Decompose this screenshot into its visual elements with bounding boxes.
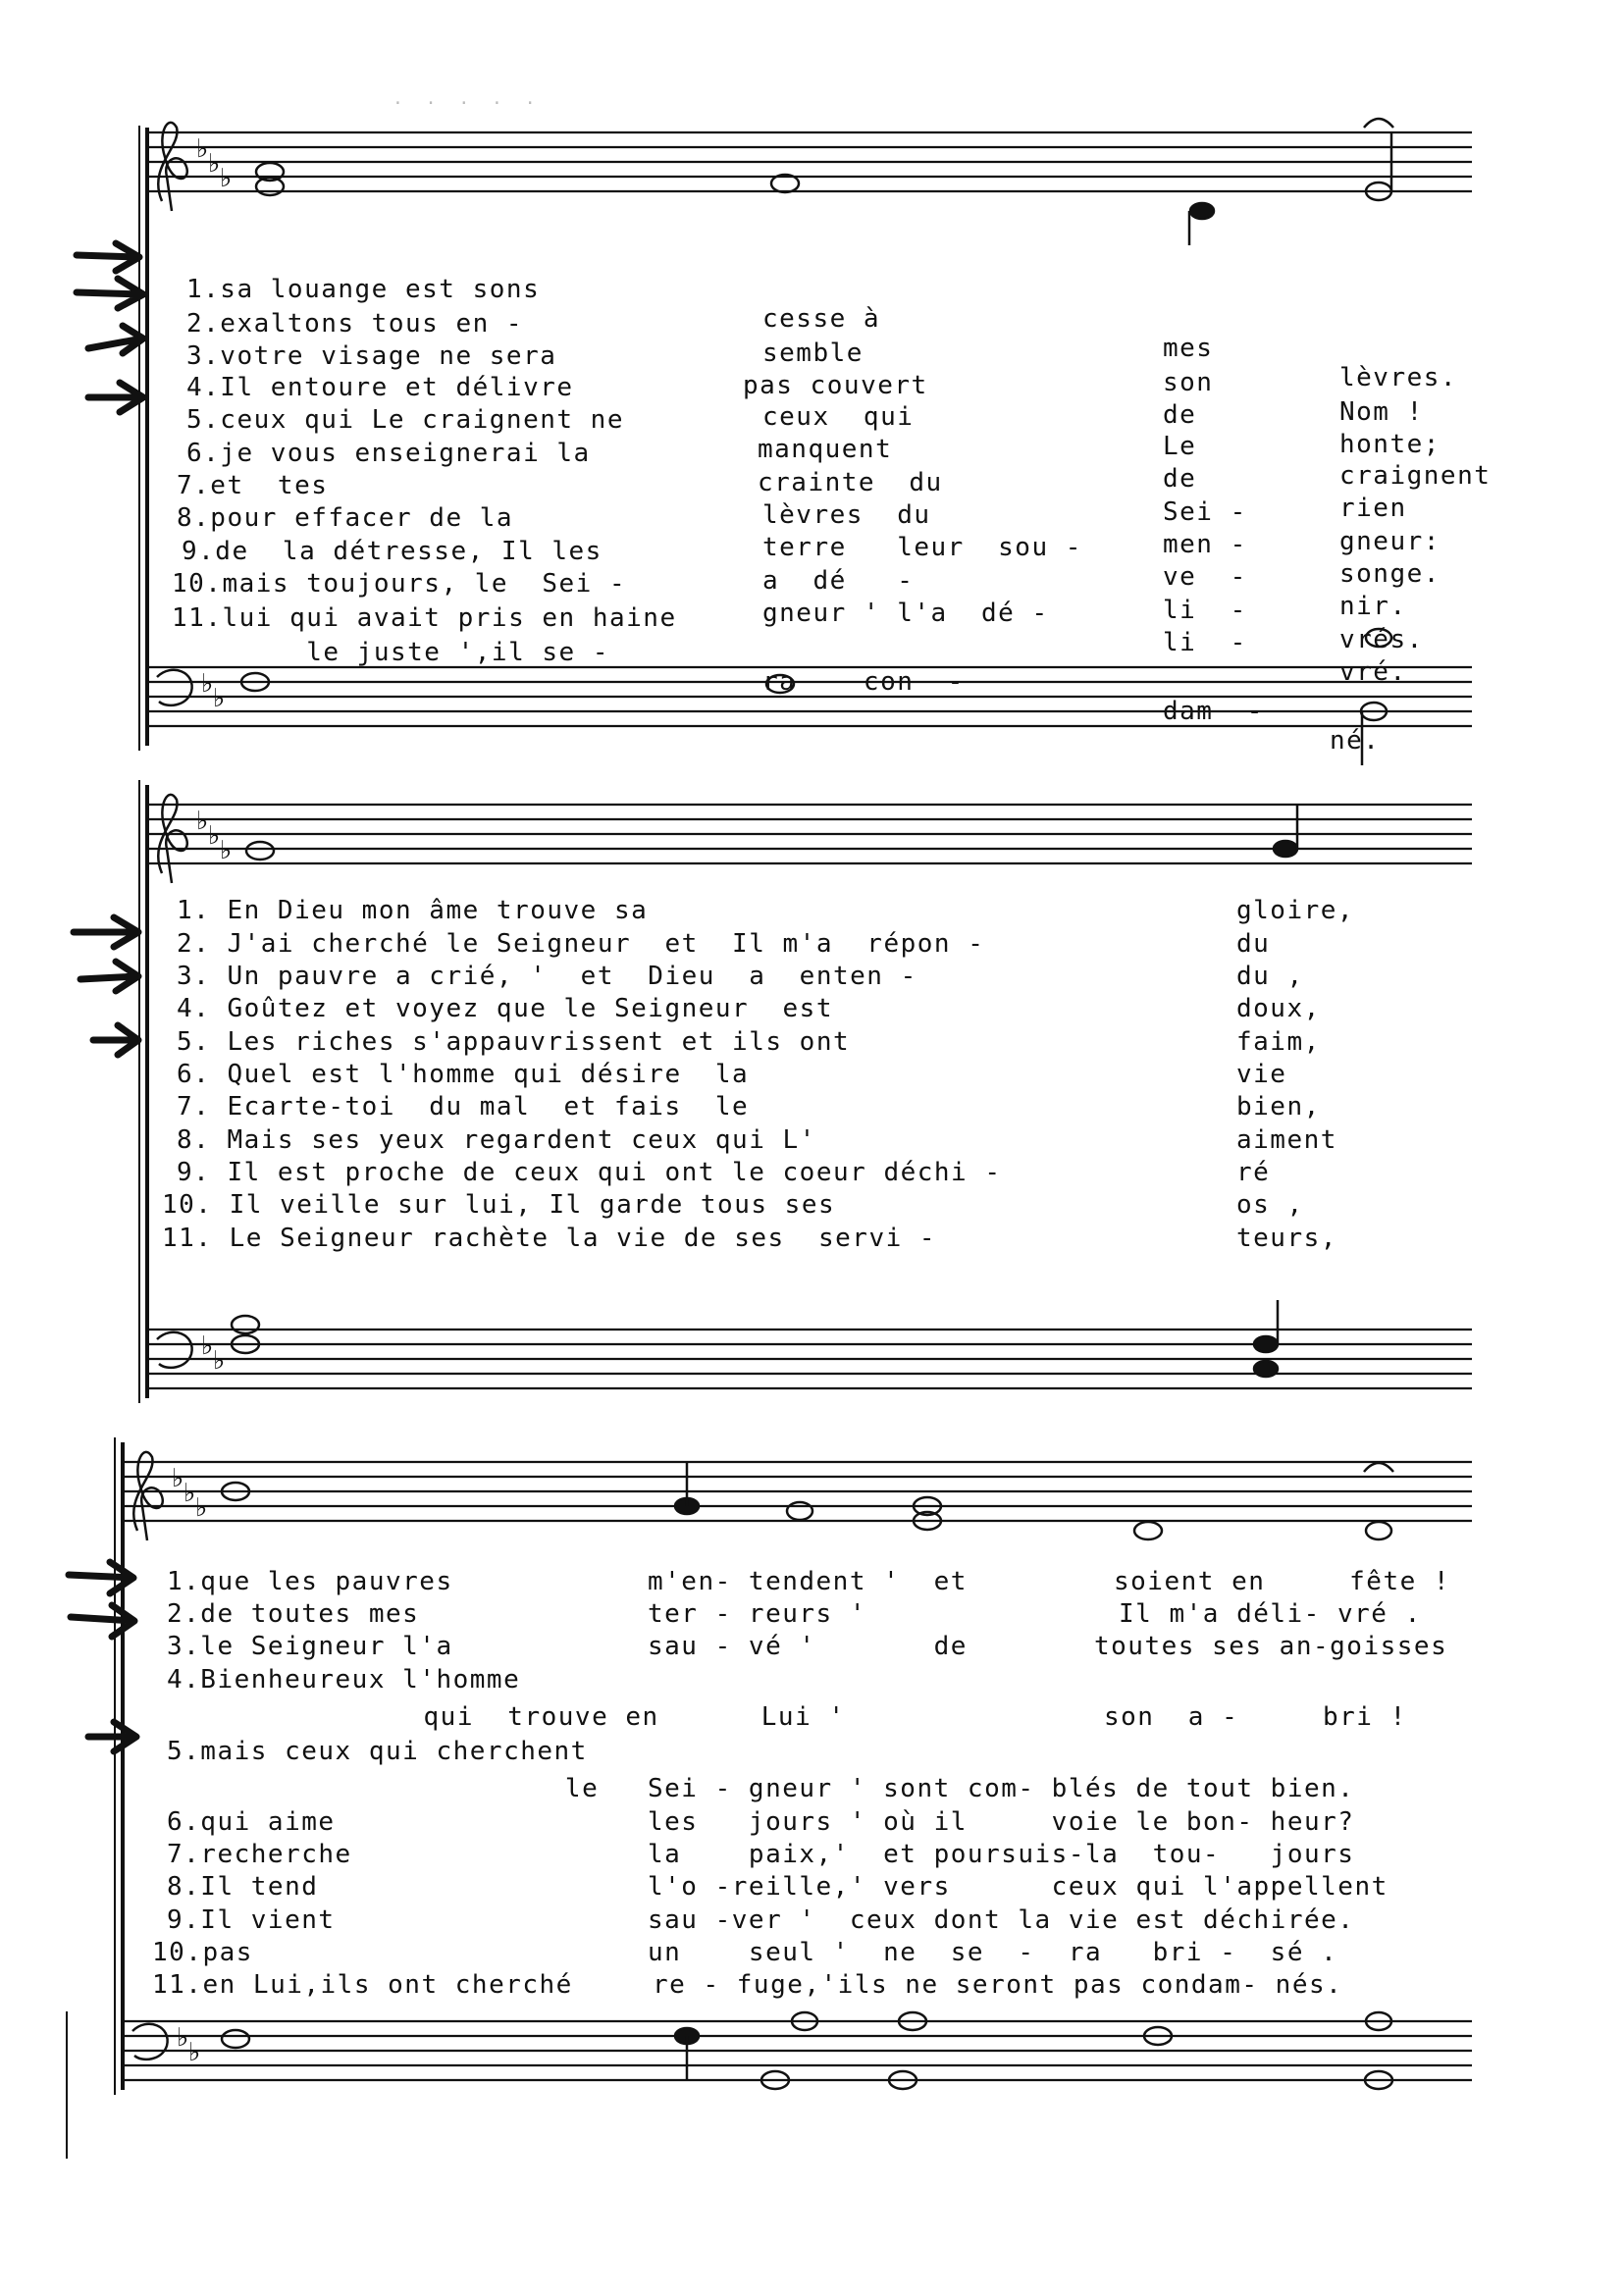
verse-text: ter - reurs ' xyxy=(648,1599,866,1629)
verse-text: 1.que les pauvres xyxy=(167,1567,453,1596)
verse-text: 11.en Lui,ils ont cherché xyxy=(152,1970,573,2000)
verse-text: 10.mais toujours, le Sei - xyxy=(172,569,627,599)
verse-text: son xyxy=(1163,368,1214,397)
verse-text: Nom ! xyxy=(1339,397,1424,427)
verse-ending: bien, xyxy=(1236,1092,1321,1121)
verse-text: 9.de la détresse, Il les xyxy=(182,537,602,566)
bass-clef-3 xyxy=(132,2024,168,2060)
verse-text: les jours ' où il voie le bon- heur? xyxy=(648,1807,1355,1837)
verse-text: 8. Mais ses yeux regardent ceux qui L' xyxy=(177,1125,816,1155)
svg-text:♭: ♭ xyxy=(177,2023,189,2053)
verse-text: sau - vé ' de xyxy=(648,1632,968,1661)
verse-text: 7.recherche xyxy=(167,1840,352,1869)
svg-text:♭: ♭ xyxy=(220,164,233,193)
verse-text: dam - xyxy=(1163,697,1264,726)
whole-note xyxy=(232,1316,259,1333)
verse-text: ve - xyxy=(1163,562,1247,592)
verse-text: 2. J'ai cherché le Seigneur et Il m'a répon - xyxy=(177,929,985,959)
verse-text: sau -ver ' ceux dont la vie est déchirée. xyxy=(648,1905,1355,1935)
verse-text: crainte du xyxy=(758,468,943,497)
verse-text: honte; xyxy=(1339,430,1441,459)
verse-text: 11.lui qui avait pris en haine xyxy=(172,603,677,633)
whole-note xyxy=(1365,2071,1392,2089)
whole-note xyxy=(222,2030,249,2048)
verse-text: de xyxy=(1163,400,1197,430)
verse-text: 6.je vous enseignerai la xyxy=(186,439,591,468)
verse-text: 3.votre visage ne sera xyxy=(186,341,557,371)
verse-ending: du xyxy=(1236,929,1271,959)
verse-text: Sei - xyxy=(1163,497,1247,527)
svg-text:♭: ♭ xyxy=(208,149,221,179)
verse-text: li - xyxy=(1163,628,1247,657)
staff-system2-bass xyxy=(147,1330,1472,1388)
verse-ending: os , xyxy=(1236,1190,1304,1220)
treble-clef-3 xyxy=(133,1452,163,1540)
svg-text:♭: ♭ xyxy=(208,821,221,851)
verse-text: m'en- tendent ' et xyxy=(648,1567,968,1596)
svg-text:♭: ♭ xyxy=(188,2038,201,2067)
svg-text:♭: ♭ xyxy=(201,669,214,699)
verse-ending: du , xyxy=(1236,962,1304,991)
quarter-note xyxy=(1254,1336,1278,1352)
verse-text: vré. xyxy=(1339,657,1407,687)
verse-text: gneur ' l'a dé - xyxy=(762,599,1049,628)
verse-text: vrés. xyxy=(1339,625,1424,654)
verse-text: le xyxy=(245,1774,600,1803)
treble-clef-1 xyxy=(158,123,187,211)
verse-text: l'o -reille,' vers ceux qui l'appellent xyxy=(648,1872,1388,1902)
verse-text: men - xyxy=(1163,530,1247,559)
verse-text: Il m'a déli- vré . xyxy=(1119,1599,1422,1629)
verse-text: Le xyxy=(1163,432,1197,461)
svg-text:♭: ♭ xyxy=(196,134,209,164)
whole-note xyxy=(914,1497,941,1515)
verse-text: rien xyxy=(1339,494,1407,523)
bass-clef-1 xyxy=(157,670,192,705)
verse-text: le juste ',il se - xyxy=(172,638,609,667)
verse-text: un seul ' ne se - ra bri - sé . xyxy=(648,1938,1338,1967)
whole-note xyxy=(1144,2027,1172,2045)
verse-ending: faim, xyxy=(1236,1027,1321,1057)
whole-note xyxy=(761,2071,789,2089)
treble-clef-2 xyxy=(158,795,187,883)
fermata xyxy=(1364,1463,1393,1472)
whole-note xyxy=(889,2071,917,2089)
half-note xyxy=(792,2012,817,2030)
whole-note xyxy=(914,1512,941,1530)
header-smudge: · · · · · xyxy=(393,93,542,114)
half-note xyxy=(1361,703,1387,720)
verse-text: 5. Les riches s'appauvrissent et ils ont xyxy=(177,1027,851,1057)
verse-ending: vie xyxy=(1236,1060,1287,1089)
verse-text: 9. Il est proche de ceux qui ont le coeur déchi - xyxy=(177,1158,1002,1187)
verse-text: 9.Il vient xyxy=(167,1905,336,1935)
svg-text:♭: ♭ xyxy=(196,807,209,836)
verse-text: né. xyxy=(1330,726,1381,756)
verse-text: semble xyxy=(762,339,864,368)
whole-note xyxy=(241,673,269,691)
verse-text: 8.pour effacer de la xyxy=(177,503,514,533)
staff-system3-bass xyxy=(123,2021,1472,2080)
verse-text: 4.Bienheureux l'homme xyxy=(167,1665,521,1695)
whole-note xyxy=(256,163,284,181)
svg-text:♭: ♭ xyxy=(183,1479,196,1508)
verse-text: la paix,' et poursuis-la tou- jours xyxy=(648,1840,1355,1869)
whole-note xyxy=(222,1483,249,1500)
verse-text: ra con - xyxy=(762,667,965,697)
verse-text: 3. Un pauvre a crié, ' et Dieu a enten - xyxy=(177,962,917,991)
whole-note xyxy=(771,175,799,192)
whole-note xyxy=(899,2012,926,2030)
verse-text: ceux qui xyxy=(762,402,915,432)
svg-text:♭: ♭ xyxy=(213,1346,226,1376)
verse-text: 4.Il entoure et délivre xyxy=(186,373,574,402)
verse-text: 6. Quel est l'homme qui désire la xyxy=(177,1060,750,1089)
verse-text: 1.sa louange est sons xyxy=(186,275,541,304)
verse-text: nir. xyxy=(1339,592,1407,621)
half-note xyxy=(1366,2012,1391,2030)
verse-text: terre leur sou - xyxy=(762,533,1082,562)
verse-text: songe. xyxy=(1339,559,1441,589)
verse-text: pas couvert xyxy=(743,371,928,400)
verse-text: re - fuge,'ils ne seront pas condam- nés. xyxy=(653,1970,1343,2000)
verse-ending: gloire, xyxy=(1236,896,1355,925)
verse-text: 6.qui aime xyxy=(167,1807,336,1837)
verse-text: a dé - xyxy=(762,566,915,596)
svg-text:♭: ♭ xyxy=(213,684,226,713)
handwritten-arrows xyxy=(69,243,143,1751)
whole-note xyxy=(232,1335,259,1353)
verse-text: 3.le Seigneur l'a xyxy=(167,1632,453,1661)
verse-text: 11. Le Seigneur rachète la vie de ses servi - xyxy=(162,1224,937,1253)
verse-text: 2.de toutes mes xyxy=(167,1599,420,1629)
bass-clef-2 xyxy=(157,1332,192,1368)
verse-text: Lui ' xyxy=(677,1702,846,1732)
quarter-note xyxy=(675,2028,699,2044)
verse-text: gneur: xyxy=(1339,527,1441,556)
verse-ending: ré xyxy=(1236,1158,1271,1187)
verse-text: 2.exaltons tous en - xyxy=(186,309,524,339)
whole-note xyxy=(256,178,284,195)
verse-text: 8.Il tend xyxy=(167,1872,319,1902)
verse-text: 7.et tes xyxy=(177,471,329,500)
verse-text: Sei - gneur ' sont com- blés de tout bien. xyxy=(648,1774,1355,1803)
verse-text: cesse à xyxy=(762,304,881,334)
half-note xyxy=(787,1502,812,1520)
verse-ending: doux, xyxy=(1236,994,1321,1023)
verse-text: de xyxy=(1163,464,1197,494)
whole-note xyxy=(246,842,274,860)
half-note xyxy=(1366,1522,1391,1539)
verse-text: 4. Goûtez et voyez que le Seigneur est xyxy=(177,994,833,1023)
svg-text:♭: ♭ xyxy=(220,836,233,865)
verse-text: 5.mais ceux qui cherchent xyxy=(167,1737,588,1766)
verse-ending: aiment xyxy=(1236,1125,1337,1155)
verse-text: soient en fête ! xyxy=(1114,1567,1451,1596)
quarter-note xyxy=(675,1498,699,1514)
verse-text: craignent xyxy=(1339,461,1492,491)
verse-text: lèvres du xyxy=(762,500,931,530)
verse-text: son a - bri ! xyxy=(1104,1702,1407,1732)
verse-text: qui trouve en xyxy=(255,1702,659,1732)
svg-text:♭: ♭ xyxy=(172,1464,184,1493)
whole-note xyxy=(1134,1522,1162,1539)
verse-text: mes xyxy=(1163,334,1214,363)
verse-text: lèvres. xyxy=(1339,363,1458,392)
verse-text: 10.pas xyxy=(152,1938,253,1967)
quarter-note xyxy=(1254,1361,1278,1377)
svg-text:♭: ♭ xyxy=(195,1493,208,1523)
verse-text: 1. En Dieu mon âme trouve sa xyxy=(177,896,649,925)
quarter-note xyxy=(1274,841,1297,857)
half-note xyxy=(1366,183,1391,200)
quarter-note xyxy=(1190,203,1214,219)
fermata xyxy=(1364,119,1393,128)
svg-text:♭: ♭ xyxy=(201,1331,214,1361)
verse-text: 7. Ecarte-toi du mal et fais le xyxy=(177,1092,750,1121)
verse-text: 10. Il veille sur lui, Il garde tous ses xyxy=(162,1190,836,1220)
verse-ending: teurs, xyxy=(1236,1224,1337,1253)
verse-text: 5.ceux qui Le craignent ne xyxy=(186,405,624,435)
verse-text: li - xyxy=(1163,596,1247,625)
verse-text: toutes ses an-goisses xyxy=(1094,1632,1448,1661)
verse-text: manquent xyxy=(758,435,893,464)
